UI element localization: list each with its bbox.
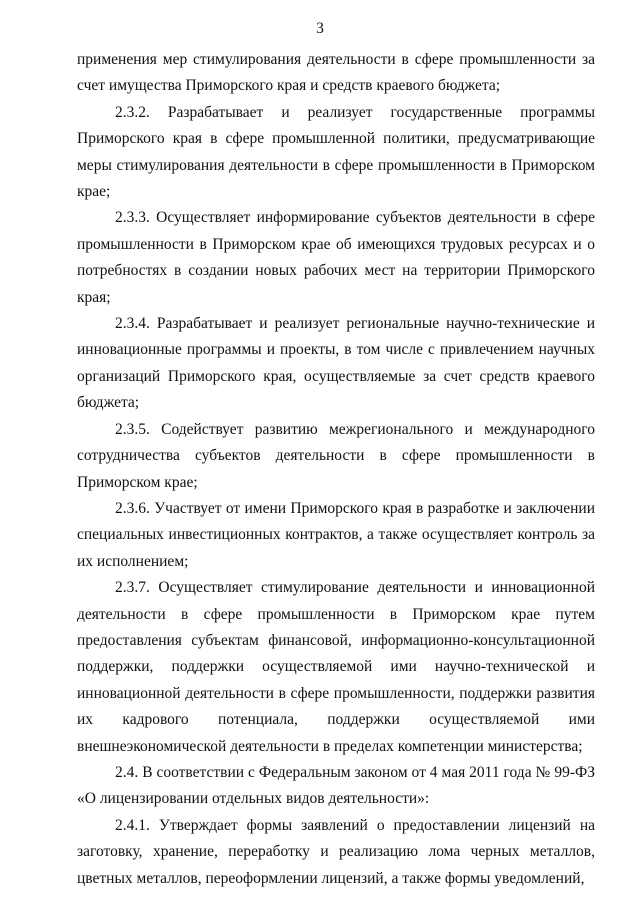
paragraph-2-3-2: 2.3.2. Разрабатывает и реализует государственные программы Приморского края в сфере промышленной политики, предусматривающие меры стимулирования деятельности в сфере промышленности в Приморском крае;: [77, 103, 595, 201]
paragraph-2-3-6: 2.3.6. Участвует от имени Приморского края в разработке и заключении специальных инвестиционных контрактов, а также осуществляет контроль за их исполнением;: [77, 499, 595, 570]
document-body: [77, 47, 595, 892]
paragraph-2-4: 2.4. В соответствии с Федеральным законом от 4 мая 2011 года № 99-ФЗ «О лицензировании отдельных видов деятельности»:: [77, 763, 595, 808]
paragraph-2-3-4: 2.3.4. Разрабатывает и реализует региональные научно-технические и инновационные программы и проекты, в том числе с привлечением научных организаций Приморского края, осуществляемые за счет средств краевого бюджета;: [77, 315, 595, 412]
paragraph-2-3-3: 2.3.3. Осуществляет информирование субъектов деятельности в сфере промышленности в Приморском крае об имеющихся трудовых ресурсах и о потребностях в создании новых рабочих мест на территории Приморского края;: [77, 209, 595, 306]
paragraph-2-4-1: 2.4.1. Утверждает формы заявлений о предоставлении лицензий на заготовку, хранение, переработку и реализацию лома черных металлов, цветных металлов, переоформлении лицензий, а также формы уведомлений,: [77, 816, 595, 887]
paragraph-continuation: применения мер стимулирования деятельности в сфере промышленности за счет имущества Приморского края и средств краевого бюджета;: [77, 51, 595, 95]
page-number: 3: [316, 20, 324, 37]
paragraph-2-3-7: 2.3.7. Осуществляет стимулирование деятельности и инновационной деятельности в сфере промышленности в Приморском крае путем предоставления субъектам финансовой, информационно-консультационной поддержки, поддержки осуществляемой ими научно-технической и инновационной деятельности в сфере промышленности, поддержки развития их кадрового потенциала, поддержки осуществляемой ими внешнеэкономической деятельности в пределах компетенции министерства;: [77, 579, 595, 755]
paragraph-2-3-5: 2.3.5. Содействует развитию межрегионального и международного сотрудничества субъектов деятельности в сфере промышленности в Приморском крае;: [77, 420, 595, 491]
